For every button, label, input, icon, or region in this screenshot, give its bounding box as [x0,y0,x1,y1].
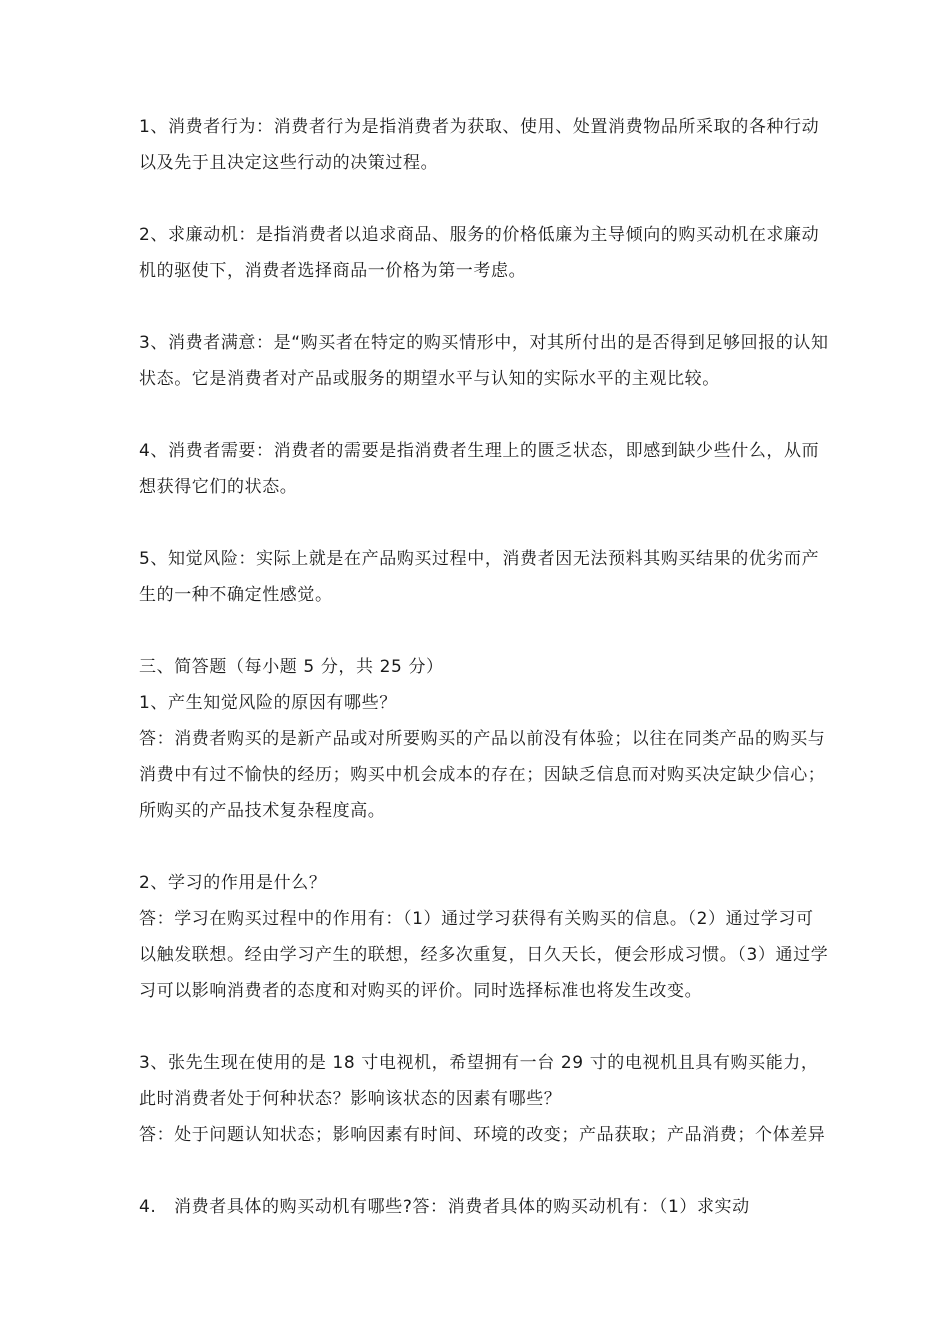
document-paragraph: 4. 消费者具体的购买动机有哪些?答：消费者具体的购买动机有：（1）求实动 [139,1197,750,1217]
paragraph-spacer [139,829,829,865]
document-page [139,109,829,1225]
document-paragraph: 1、消费者行为：消费者行为是指消费者为获取、使用、处置消费物品所采取的各种行动以及先于且决定这些行动的决策过程。 [139,117,820,173]
paragraph-spacer [139,1009,829,1045]
paragraph-spacer [139,289,829,325]
document-paragraph: 3、消费者满意：是“购买者在特定的购买情形中，对其所付出的是否得到足够回报的认知状态。它是消费者对产品或服务的期望水平与认知的实际水平的主观比较。 [139,333,829,389]
document-paragraph: 4、消费者需要：消费者的需要是指消费者生理上的匮乏状态，即感到缺少些什么，从而想获得它们的状态。 [139,441,820,497]
document-paragraph: 2、求廉动机：是指消费者以追求商品、服务的价格低廉为主导倾向的购买动机在求廉动机的驱使下，消费者选择商品一价格为第一考虑。 [139,225,820,281]
document-paragraph: 5、知觉风险：实际上就是在产品购买过程中，消费者因无法预料其购买结果的优劣而产生的一种不确定性感觉。 [139,549,820,605]
paragraph-spacer [139,1153,829,1189]
paragraph-spacer [139,613,829,649]
document-paragraph: 三、简答题（每小题 5 分，共 25 分） [139,657,444,677]
paragraph-spacer [139,505,829,541]
document-paragraph: 3、张先生现在使用的是 18 寸电视机，希望拥有一台 29 寸的电视机且具有购买能力，此时消费者处于何种状态？影响该状态的因素有哪些？ [139,1053,819,1109]
document-paragraph: 1、产生知觉风险的原因有哪些？ [139,693,397,713]
paragraph-spacer [139,181,829,217]
document-paragraph: 2、学习的作用是什么？ [139,873,327,893]
document-paragraph: 答：消费者购买的是新产品或对所要购买的产品以前没有体验；以往在同类产品的购买与消费中有过不愉快的经历；购买中机会成本的存在；因缺乏信息而对购买决定缺少信心；所购买的产品技术复杂程度高。 [139,729,826,821]
document-paragraph: 答：处于问题认知状态；影响因素有时间、环境的改变；产品获取；产品消费；个体差异 [139,1125,826,1145]
paragraph-spacer [139,397,829,433]
document-paragraph: 答：学习在购买过程中的作用有：（1）通过学习获得有关购买的信息。（2）通过学习可以触发联想。经由学习产生的联想，经多次重复，日久天长，便会形成习惯。（3）通过学习可以影响消费者的态度和对购买的评价。同时选择标准也将发生改变。 [139,909,829,1001]
